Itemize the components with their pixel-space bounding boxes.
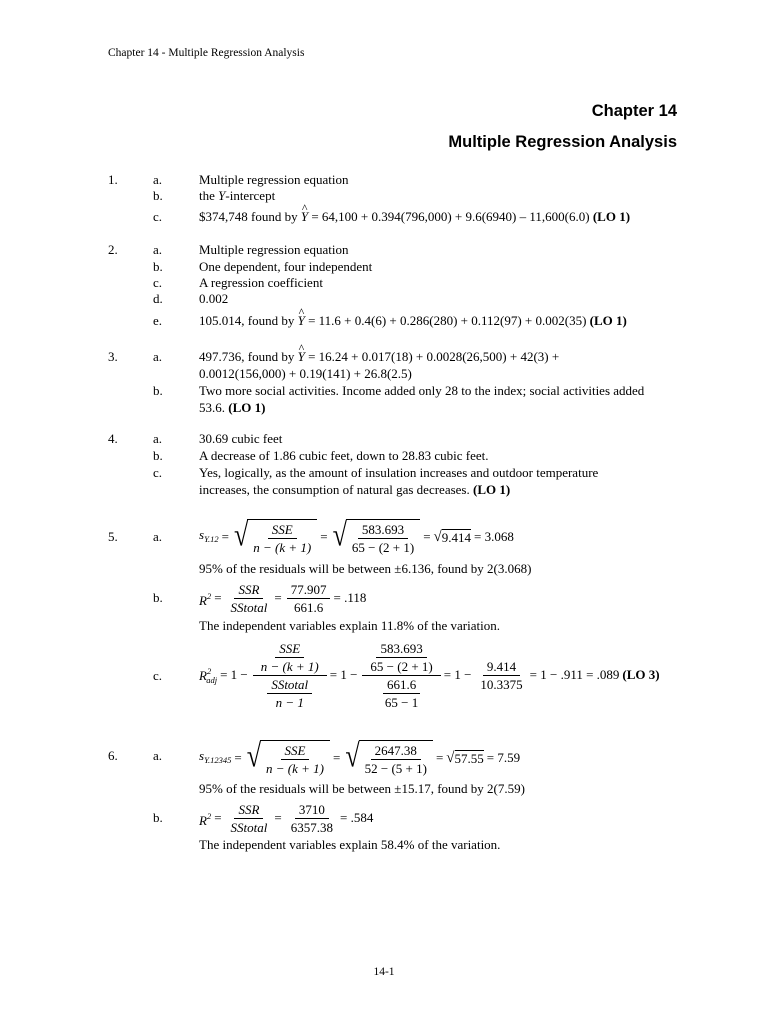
fraction: $\frac{\text{SSE}}{n - (k + 1)}$ [266, 742, 324, 776]
answer-note: 95% of the residuals will be between ±15.17, found by 2(7.59) [199, 781, 525, 796]
answer-text: increases, the consumption of natural gas decreases. [199, 482, 473, 497]
part-letter: d. [153, 291, 163, 306]
answer-text: A decrease of 1.86 cubic feet, down to 28.83 cubic feet. [199, 448, 489, 463]
sqrt-values: √ $\frac{2647.38}{52 - (5 + 1)}$ [345, 740, 433, 777]
r-squared-formula: $R^2$ = $\frac{\text{SSR}}{\text{SStotal}}$ = $\frac{77.907}{661.6}$ = .118 [199, 581, 367, 615]
fraction: $\frac{\text{SSE}}{n - (k + 1)}$ [260, 640, 319, 674]
fraction: $\frac{\text{SSR}}{\text{SStotal}}$ [230, 581, 268, 615]
part-letter: b. [153, 188, 163, 203]
symbol-r-squared: $R^2$ [199, 810, 212, 828]
part-letter: c. [153, 465, 163, 480]
answer-text: Multiple regression equation [199, 242, 349, 257]
fraction: $\frac{\text{SSE}}{n - (k + 1)}$ [253, 521, 312, 555]
part-letter: b. [153, 448, 163, 463]
learning-objective: (LO 3) [622, 667, 660, 682]
chapter-number: Chapter 14 [591, 102, 677, 120]
part-letter: c. [153, 209, 163, 224]
fraction: $\frac{3710}{6357.38}$ [290, 801, 333, 835]
result: = 1 − .911 = .089 [529, 667, 620, 682]
compound-fraction [253, 640, 327, 711]
part-letter: e. [153, 313, 163, 328]
answer-text-continued [199, 400, 265, 416]
answer-note: The independent variables explain 58.4% of the variation. [199, 837, 501, 852]
part-letter: a. [153, 748, 163, 763]
answer-text: 53.6. [199, 400, 229, 415]
symbol-s: $s_{Y.12}$ [199, 527, 219, 544]
answer-equation [199, 209, 630, 225]
answer-text: Yes, logically, as the amount of insulation increases and outdoor temperature [199, 465, 599, 480]
sqrt-values: √ $\frac{583.693}{65 - (2 + 1)}$ [333, 519, 421, 556]
answer-text: 30.69 cubic feet [199, 431, 283, 446]
part-letter: c. [153, 275, 163, 290]
question-number: 6. [108, 748, 118, 763]
answer-equation [199, 313, 627, 329]
answer-text [199, 188, 275, 204]
fraction: $\frac{2647.38}{52 - (5 + 1)}$ [364, 742, 427, 776]
question-number: 1. [108, 172, 118, 187]
result: = .584 [339, 810, 374, 825]
adjusted-r-squared-formula: $R^2_{adj}$ = 1 − $\frac{\frac{\text{SSE}}{n - (k + 1)}}{\frac{\text{SStotal}}{n - 1}}$ = 1 − $\frac{\frac{583.693}{65 - (2 + 1)}}{\frac{661.6}{65 - 1}}$ = 1 − $\frac{9.414}{10.3375}$ = 1 − .911 = .089 (LO 3) [199, 640, 660, 710]
part-letter: a. [153, 242, 163, 257]
part-letter: b. [153, 810, 163, 825]
learning-objective: (LO 1) [472, 482, 511, 497]
standard-error-formula: $s_{Y.12345}$ = √ $\frac{\text{SSE}}{n - (k + 1)}$ = √ $\frac{2647.38}{52 - (5 + 1)}$ = √ 57.55 = 7.59 [199, 737, 521, 776]
answer-equation-continued: 0.0012(156,000) + 0.19(141) + 26.8(2.5) [199, 366, 412, 381]
answer-text: Two more social activities. Income added only 28 to the index; social activities added [199, 383, 645, 398]
y-hat-symbol: ^ Y [301, 209, 308, 225]
question-number: 5. [108, 529, 118, 544]
sqrt-result: √ 57.55 [446, 750, 484, 766]
answer-text-prefix: $374,748 found by [199, 209, 301, 224]
answer-text: Multiple regression equation [199, 172, 349, 187]
result: = 3.068 [474, 529, 514, 544]
part-letter: a. [153, 529, 163, 544]
symbol-r-squared: $R^2$ [199, 590, 212, 608]
answer-text-prefix: the [199, 188, 219, 203]
answer-equation [199, 349, 559, 365]
fraction: $\frac{9.414}{10.3375}$ [480, 658, 523, 692]
equation-body: = 16.24 + 0.017(18) + 0.0028(26,500) + 42(3) + [304, 349, 560, 364]
answer-text-prefix: 105.014, found by [199, 313, 298, 328]
page-number: 14-1 [373, 966, 395, 978]
r-squared-formula: $R^2$ = $\frac{\text{SSR}}{\text{SStotal}}$ = $\frac{3710}{6357.38}$ = .584 [199, 801, 374, 835]
chapter-title: Multiple Regression Analysis [448, 133, 677, 151]
answer-note: 95% of the residuals will be between ±6.136, found by 2(3.068) [199, 561, 532, 576]
symbol-r-squared-adjusted: $R^2_{adj}$ [199, 665, 218, 685]
fraction: $\frac{583.693}{65 - (2 + 1)}$ [370, 640, 433, 674]
y-hat-symbol: ^ Y [298, 313, 305, 329]
equation-body: = 64,100 + 0.394(796,000) + 9.6(6940) – 11,600(6.0) [308, 209, 593, 224]
compound-fraction [362, 640, 440, 711]
learning-objective: (LO 1) [228, 400, 266, 415]
result: = .118 [333, 590, 367, 605]
sqrt-formula: √ $\frac{\text{SSE}}{n - (k + 1)}$ [247, 740, 330, 777]
y-hat-symbol: ^ Y [298, 349, 305, 365]
answer-note: The independent variables explain 11.8% of the variation. [199, 618, 500, 633]
part-letter: b. [153, 590, 163, 605]
answer-text: One dependent, four independent [199, 259, 373, 274]
question-number: 4. [108, 431, 118, 446]
part-letter: a. [153, 349, 163, 364]
result: = 7.59 [486, 750, 521, 765]
learning-objective: (LO 1) [589, 313, 627, 328]
fraction: $\frac{\text{SStotal}}{n - 1}$ [267, 676, 312, 711]
running-header: Chapter 14 - Multiple Regression Analysis [108, 47, 305, 59]
part-letter: a. [153, 431, 163, 446]
answer-text-suffix: -intercept [225, 188, 276, 203]
answer-text-continued [199, 482, 510, 498]
fraction: $\frac{661.6}{65 - 1}$ [384, 676, 419, 710]
fraction: $\frac{\text{SSR}}{\text{SStotal}}$ [230, 801, 268, 835]
learning-objective: (LO 1) [592, 209, 631, 224]
part-letter: a. [153, 172, 163, 187]
variable-y: Y [218, 188, 226, 203]
answer-text-prefix: 497.736, found by [199, 349, 298, 364]
question-number: 2. [108, 242, 118, 257]
standard-error-formula: $s_{Y.12}$ = √ $\frac{\text{SSE}}{n - (k + 1)}$ = √ $\frac{583.693}{65 - (2 + 1)}$ = √ 9.414 = 3.068 [199, 516, 514, 555]
part-letter: b. [153, 259, 163, 274]
answer-text: A regression coefficient [199, 275, 323, 290]
fraction: $\frac{583.693}{65 - (2 + 1)}$ [351, 521, 415, 555]
fraction: $\frac{77.907}{661.6}$ [287, 581, 331, 616]
question-number: 3. [108, 349, 118, 364]
equation-body: = 11.6 + 0.4(6) + 0.286(280) + 0.112(97) + 0.002(35) [304, 313, 590, 328]
part-letter: c. [153, 668, 163, 683]
sqrt-result: √ 9.414 [433, 529, 472, 545]
part-letter: b. [153, 383, 163, 398]
symbol-s: $s_{Y.12345}$ [199, 748, 232, 765]
sqrt-formula: √ $\frac{\text{SSE}}{n - (k + 1)}$ [234, 519, 317, 556]
answer-text: 0.002 [199, 291, 229, 306]
